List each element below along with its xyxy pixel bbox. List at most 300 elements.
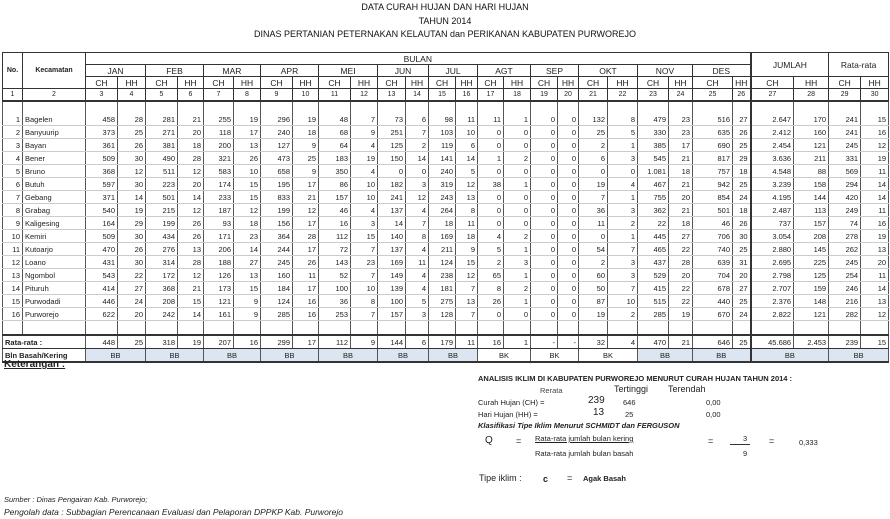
data-cell: 15 <box>234 282 261 295</box>
data-cell: 2 <box>608 308 638 321</box>
data-cell: 2.647 <box>751 113 794 126</box>
data-cell: 20 <box>733 269 751 282</box>
column-number: 27 <box>751 89 794 102</box>
header-ch: CH <box>751 77 794 89</box>
column-number: 7 <box>204 89 234 102</box>
data-cell: 7 <box>351 243 378 256</box>
data-cell: 817 <box>693 152 733 165</box>
average-cell: 318 <box>146 335 178 349</box>
empty-cell <box>146 101 178 113</box>
data-cell: 14 <box>378 217 406 230</box>
data-cell: 12 <box>293 204 319 217</box>
data-cell: 2 <box>406 139 429 152</box>
data-cell: 15 <box>234 191 261 204</box>
column-number: 25 <box>693 89 733 102</box>
data-cell: 7 <box>456 282 478 295</box>
data-cell: 22 <box>669 243 693 256</box>
average-cell: 32 <box>579 335 608 349</box>
data-cell: 854 <box>693 191 733 204</box>
data-cell: 157 <box>319 191 351 204</box>
data-cell: 19 <box>293 113 319 126</box>
data-cell: 211 <box>794 152 829 165</box>
data-cell: 137 <box>378 243 406 256</box>
empty-cell <box>178 321 204 336</box>
data-cell: 158 <box>794 178 829 191</box>
average-cell: 4 <box>608 335 638 349</box>
empty-cell <box>293 321 319 336</box>
data-cell: 14 <box>406 152 429 165</box>
data-cell: 132 <box>579 113 608 126</box>
data-cell: 184 <box>261 282 293 295</box>
average-cell: 15 <box>861 335 889 349</box>
data-cell: 19 <box>861 230 889 243</box>
empty-cell <box>319 101 351 113</box>
data-cell: 22 <box>669 282 693 295</box>
data-cell: 622 <box>86 308 118 321</box>
data-cell: 635 <box>693 126 733 139</box>
data-cell: 25 <box>733 295 751 308</box>
empty-cell <box>558 101 579 113</box>
data-cell: 2.707 <box>751 282 794 295</box>
header-ch: CH <box>204 77 234 89</box>
data-cell: 0 <box>531 308 558 321</box>
equals-sign: = <box>769 436 775 446</box>
data-cell: 8 <box>478 282 504 295</box>
ch-label: Curah Hujan (CH) = <box>478 398 545 407</box>
data-cell: 26 <box>118 139 146 152</box>
data-cell: 2.798 <box>751 269 794 282</box>
data-cell: 264 <box>429 204 456 217</box>
data-cell: 241 <box>378 191 406 204</box>
row-number: 13 <box>3 269 23 282</box>
col-rerata: Rerata <box>540 386 563 395</box>
data-cell: 362 <box>638 204 669 217</box>
data-cell: 25 <box>733 243 751 256</box>
data-cell: 4.548 <box>751 165 794 178</box>
kecamatan-name: Purwodadi <box>23 295 86 308</box>
data-cell: 2 <box>608 217 638 230</box>
data-cell: 9 <box>234 295 261 308</box>
table-row <box>3 165 889 178</box>
data-cell: 30 <box>118 256 146 269</box>
data-cell: 195 <box>261 178 293 191</box>
average-cell: 45.686 <box>751 335 794 349</box>
data-cell: 127 <box>261 139 293 152</box>
empty-cell <box>456 101 478 113</box>
data-cell: 0 <box>504 191 531 204</box>
kecamatan-name: Kemiri <box>23 230 86 243</box>
data-cell: 690 <box>693 139 733 152</box>
kecamatan-name: Kaligesing <box>23 217 86 230</box>
data-cell: 331 <box>829 152 861 165</box>
data-cell: 276 <box>146 243 178 256</box>
data-cell: 150 <box>378 152 406 165</box>
column-number: 28 <box>794 89 829 102</box>
kecamatan-name: Purworejo <box>23 308 86 321</box>
table-row <box>3 152 889 165</box>
data-cell: 7 <box>608 243 638 256</box>
data-cell: 254 <box>829 269 861 282</box>
header-month-mar: MAR <box>204 65 261 77</box>
data-cell: 2.376 <box>751 295 794 308</box>
row-number: 16 <box>3 308 23 321</box>
data-cell: 479 <box>638 113 669 126</box>
data-cell: 22 <box>638 217 669 230</box>
header-hh: HH <box>406 77 429 89</box>
header-month-jul: JUL <box>429 65 478 77</box>
data-cell: 0 <box>579 230 608 243</box>
data-cell: 0 <box>558 113 579 126</box>
average-cell: 239 <box>829 335 861 349</box>
data-cell: 458 <box>86 113 118 126</box>
q-numerator: 3 <box>743 434 748 443</box>
hh-label: Hari Hujan (HH) = <box>478 410 538 419</box>
data-cell: 11 <box>861 204 889 217</box>
data-cell: 11 <box>406 256 429 269</box>
empty-cell <box>23 101 86 113</box>
data-cell: 0 <box>478 165 504 178</box>
empty-cell <box>261 101 293 113</box>
data-cell: 149 <box>378 269 406 282</box>
empty-cell <box>733 321 751 336</box>
data-cell: 21 <box>669 204 693 217</box>
data-cell: 4 <box>351 204 378 217</box>
data-cell: 126 <box>204 269 234 282</box>
data-cell: 113 <box>794 204 829 217</box>
data-cell: 1 <box>504 243 531 256</box>
data-cell: 0 <box>531 217 558 230</box>
table-row <box>3 113 889 126</box>
header-hh: HH <box>669 77 693 89</box>
empty-cell <box>3 321 23 336</box>
data-cell: 13 <box>861 295 889 308</box>
data-cell: 1 <box>504 178 531 191</box>
data-cell: 0 <box>558 243 579 256</box>
data-cell: 157 <box>378 308 406 321</box>
row-number: 4 <box>3 152 23 165</box>
header-month-jan: JAN <box>86 65 146 77</box>
empty-cell <box>861 101 889 113</box>
data-cell: 0 <box>478 191 504 204</box>
data-cell: 48 <box>319 113 351 126</box>
data-cell: 15 <box>861 113 889 126</box>
header-bulan: BULAN <box>86 53 751 65</box>
data-cell: 241 <box>829 126 861 139</box>
data-cell: 145 <box>794 243 829 256</box>
data-cell: 4 <box>478 230 504 243</box>
data-cell: 28 <box>669 256 693 269</box>
average-cell: 16 <box>478 335 504 349</box>
average-cell: 1 <box>504 335 531 349</box>
header-ch: CH <box>378 77 406 89</box>
table-row <box>3 230 889 243</box>
data-cell: 319 <box>429 178 456 191</box>
data-cell: 30 <box>118 230 146 243</box>
data-cell: 0 <box>558 178 579 191</box>
column-number: 8 <box>234 89 261 102</box>
data-cell: 740 <box>693 243 733 256</box>
wet-dry-cell: BK <box>579 349 638 363</box>
data-cell: 52 <box>319 269 351 282</box>
data-cell: 0 <box>558 165 579 178</box>
data-cell: 9 <box>351 126 378 139</box>
keterangan-heading: Keterangan : <box>4 359 66 370</box>
data-cell: 68 <box>319 126 351 139</box>
wet-dry-cell: BB <box>829 349 889 363</box>
header-ch: CH <box>638 77 669 89</box>
data-cell: 17 <box>293 243 319 256</box>
document-year: TAHUN 2014 <box>418 16 472 26</box>
data-cell: 25 <box>579 126 608 139</box>
data-cell: 321 <box>204 152 234 165</box>
data-cell: 23 <box>669 113 693 126</box>
header-ch: CH <box>146 77 178 89</box>
data-cell: 2 <box>504 230 531 243</box>
data-cell: 12 <box>456 178 478 191</box>
data-cell: 46 <box>319 204 351 217</box>
data-cell: 15 <box>234 178 261 191</box>
column-number: 20 <box>558 89 579 102</box>
data-cell: 211 <box>429 243 456 256</box>
data-cell: 0 <box>531 113 558 126</box>
header-kecamatan: Kecamatan <box>23 53 86 89</box>
column-number: 14 <box>406 89 429 102</box>
column-number: 29 <box>829 89 861 102</box>
empty-cell <box>261 321 293 336</box>
data-cell: 0 <box>558 230 579 243</box>
data-cell: 501 <box>693 204 733 217</box>
average-cell: 16 <box>234 335 261 349</box>
data-cell: 350 <box>319 165 351 178</box>
data-cell: 0 <box>478 126 504 139</box>
data-cell: 14 <box>178 308 204 321</box>
kecamatan-name: Kutoarjo <box>23 243 86 256</box>
data-cell: 12 <box>118 165 146 178</box>
data-cell: 22 <box>669 295 693 308</box>
data-cell: 21 <box>669 178 693 191</box>
data-cell: 282 <box>829 308 861 321</box>
header-ch: CH <box>531 77 558 89</box>
empty-cell <box>638 321 669 336</box>
row-number: 10 <box>3 230 23 243</box>
data-cell: 4 <box>406 204 429 217</box>
column-number: 1 <box>3 89 23 102</box>
data-cell: 755 <box>638 191 669 204</box>
column-number: 6 <box>178 89 204 102</box>
data-cell: 296 <box>261 113 293 126</box>
kecamatan-name: Banyuurip <box>23 126 86 139</box>
data-cell: 0 <box>478 139 504 152</box>
data-cell: 74 <box>829 217 861 230</box>
average-cell: - <box>531 335 558 349</box>
data-cell: 3 <box>351 217 378 230</box>
data-cell: 238 <box>429 269 456 282</box>
data-cell: 0 <box>504 217 531 230</box>
column-number: 10 <box>293 89 319 102</box>
data-cell: 17 <box>293 178 319 191</box>
row-number: 6 <box>3 178 23 191</box>
data-cell: 281 <box>146 113 178 126</box>
data-cell: 27 <box>733 282 751 295</box>
empty-cell <box>829 101 861 113</box>
analysis-title: ANALISIS IKLIM DI KABUPATEN PURWOREJO MENURUT CURAH HUJAN TAHUN 2014 : <box>478 374 793 383</box>
data-cell: 118 <box>204 126 234 139</box>
data-cell: 0 <box>531 152 558 165</box>
data-cell: 170 <box>794 113 829 126</box>
data-cell: 30 <box>118 178 146 191</box>
data-cell: 12 <box>178 204 204 217</box>
column-number: 15 <box>429 89 456 102</box>
data-cell: 0 <box>504 204 531 217</box>
wet-dry-cell: BK <box>478 349 531 363</box>
data-cell: 169 <box>429 230 456 243</box>
data-cell: 678 <box>693 282 733 295</box>
data-cell: 294 <box>829 178 861 191</box>
document-agency: DINAS PERTANIAN PETERNAKAN KELAUTAN dan PERIKANAN KABUPATEN PURWOREJO <box>253 29 637 39</box>
empty-cell <box>829 321 861 336</box>
header-ch: CH <box>319 77 351 89</box>
average-cell: 21 <box>669 335 693 349</box>
column-number: 4 <box>118 89 146 102</box>
data-cell: 26 <box>178 217 204 230</box>
data-cell: 3 <box>406 308 429 321</box>
data-cell: 3.054 <box>751 230 794 243</box>
data-cell: 17 <box>293 217 319 230</box>
data-cell: 6 <box>456 139 478 152</box>
data-cell: 27 <box>669 230 693 243</box>
data-cell: 12 <box>234 204 261 217</box>
empty-cell <box>406 321 429 336</box>
empty-cell <box>23 321 86 336</box>
header-ch: CH <box>478 77 504 89</box>
data-cell: 125 <box>794 269 829 282</box>
data-cell: 0 <box>579 165 608 178</box>
row-number: 8 <box>3 204 23 217</box>
empty-cell <box>504 101 531 113</box>
row-number: 2 <box>3 126 23 139</box>
header-hh: HH <box>118 77 146 89</box>
table-row <box>3 256 889 269</box>
data-cell: 364 <box>261 230 293 243</box>
data-cell: 26 <box>293 256 319 269</box>
row-number: 15 <box>3 295 23 308</box>
row-number: 1 <box>3 113 23 126</box>
data-cell: 20 <box>178 126 204 139</box>
empty-cell <box>693 321 733 336</box>
empty-cell <box>638 101 669 113</box>
table-row <box>3 204 889 217</box>
data-cell: 0 <box>558 217 579 230</box>
data-cell: 19 <box>234 113 261 126</box>
empty-cell <box>608 101 638 113</box>
header-ch: CH <box>429 77 456 89</box>
data-cell: 216 <box>829 295 861 308</box>
col-terendah: Terendah <box>668 384 706 394</box>
data-cell: 26 <box>733 126 751 139</box>
column-number: 5 <box>146 89 178 102</box>
data-cell: 0 <box>558 269 579 282</box>
average-label: Rata-rata : <box>3 335 86 349</box>
average-cell: 11 <box>456 335 478 349</box>
data-cell: 540 <box>86 204 118 217</box>
data-cell: 125 <box>378 139 406 152</box>
data-cell: 18 <box>733 204 751 217</box>
data-cell: 529 <box>638 269 669 282</box>
data-cell: 60 <box>579 269 608 282</box>
empty-cell <box>504 321 531 336</box>
table-row <box>3 269 889 282</box>
data-cell: 21 <box>178 113 204 126</box>
equals-sign: = <box>567 473 573 483</box>
kecamatan-name: Loano <box>23 256 86 269</box>
data-cell: 0 <box>531 139 558 152</box>
data-cell: 215 <box>146 204 178 217</box>
data-cell: 18 <box>429 217 456 230</box>
data-cell: 2 <box>504 282 531 295</box>
data-cell: 437 <box>638 256 669 269</box>
spacer-row <box>3 101 889 113</box>
data-cell: 3 <box>504 256 531 269</box>
data-cell: 19 <box>669 308 693 321</box>
data-cell: 0 <box>558 308 579 321</box>
hh-terendah: 0,00 <box>706 410 721 419</box>
data-cell: 501 <box>146 191 178 204</box>
data-cell: 171 <box>204 230 234 243</box>
data-cell: 9 <box>456 243 478 256</box>
data-cell: 285 <box>261 308 293 321</box>
data-cell: 0 <box>504 308 531 321</box>
data-cell: 20 <box>669 269 693 282</box>
data-cell: 434 <box>146 230 178 243</box>
kecamatan-name: Butuh <box>23 178 86 191</box>
data-cell: 173 <box>204 282 234 295</box>
data-cell: 188 <box>204 256 234 269</box>
data-cell: 11 <box>293 269 319 282</box>
table-row <box>3 178 889 191</box>
data-cell: 0 <box>531 191 558 204</box>
data-cell: 21 <box>178 282 204 295</box>
source-note: Sumber : Dinas Pengairan Kab. Purworejo; <box>4 495 148 504</box>
data-cell: 1 <box>504 295 531 308</box>
data-cell: 143 <box>319 256 351 269</box>
table-row <box>3 139 889 152</box>
data-cell: 545 <box>638 152 669 165</box>
empty-cell <box>751 101 794 113</box>
average-cell: 112 <box>319 335 351 349</box>
data-cell: 368 <box>86 165 118 178</box>
data-cell: 159 <box>794 282 829 295</box>
data-cell: 112 <box>319 230 351 243</box>
empty-cell <box>118 101 146 113</box>
wet-dry-cell: BB <box>204 349 261 363</box>
data-cell: 757 <box>693 165 733 178</box>
data-cell: 20 <box>178 178 204 191</box>
data-cell: 4 <box>406 243 429 256</box>
empty-cell <box>579 101 608 113</box>
data-cell: 73 <box>378 113 406 126</box>
data-cell: 833 <box>261 191 293 204</box>
data-cell: 0 <box>558 282 579 295</box>
data-cell: 10 <box>351 282 378 295</box>
average-cell: 646 <box>693 335 733 349</box>
fraction-line <box>730 444 750 445</box>
data-cell: 3 <box>608 152 638 165</box>
data-cell: 415 <box>638 282 669 295</box>
data-cell: 29 <box>733 152 751 165</box>
data-cell: 12 <box>178 165 204 178</box>
average-cell: 25 <box>733 335 751 349</box>
data-cell: 597 <box>86 178 118 191</box>
